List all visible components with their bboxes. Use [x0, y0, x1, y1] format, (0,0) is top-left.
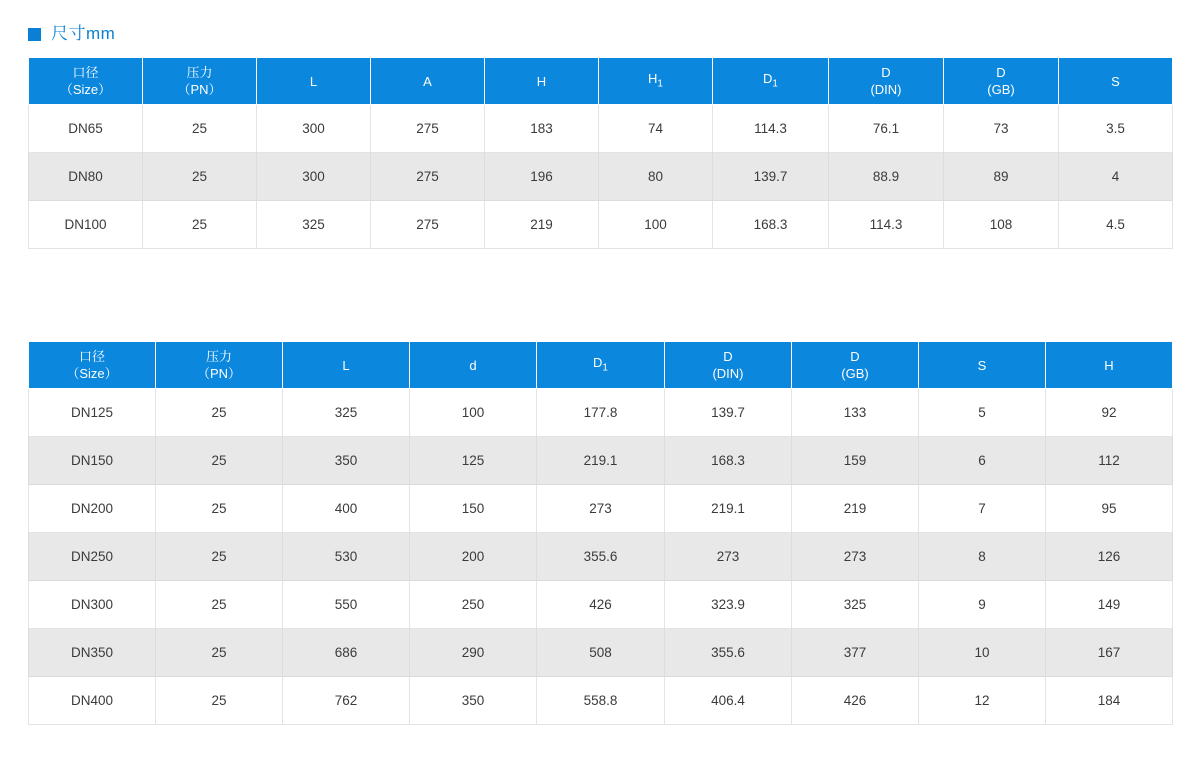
table-row-cell: 167	[1046, 629, 1173, 677]
table-row-cell: 133	[792, 389, 919, 437]
table-row-cell: 558.8	[537, 677, 665, 725]
table-row-cell: 183	[485, 105, 599, 153]
header-line-primary: D	[996, 65, 1006, 80]
table-row-cell: 25	[143, 201, 257, 249]
table1-header-cell-2	[257, 58, 371, 105]
table-row-cell: 406.4	[665, 677, 792, 725]
table-row-cell: 112	[1046, 437, 1173, 485]
table-row-cell: 114.3	[713, 105, 829, 153]
header-line-primary: D	[850, 349, 860, 364]
table-row-cell: 184	[1046, 677, 1173, 725]
table-row-cell: 3.5	[1059, 105, 1173, 153]
table-row-cell: 114.3	[829, 201, 944, 249]
header-line-primary: A	[423, 73, 432, 89]
table-row-cell: 177.8	[537, 389, 665, 437]
table-row-cell: 325	[283, 389, 410, 437]
header-line-primary: H	[536, 73, 547, 89]
table2-header-cell-7	[919, 342, 1046, 389]
table2-body	[29, 389, 1173, 725]
table-row-cell: 76.1	[829, 105, 944, 153]
header-subscript: 1	[772, 78, 778, 90]
header-line-primary: L	[309, 73, 318, 89]
header-line-primary: 压力	[186, 65, 213, 80]
table-row-cell: 25	[143, 105, 257, 153]
dimension-table-small-sizes	[28, 57, 1173, 249]
table-row-size-cell: DN65	[29, 105, 143, 153]
table-row-cell: 200	[410, 533, 537, 581]
table-row-cell: 219	[485, 201, 599, 249]
table-row-cell: 273	[537, 485, 665, 533]
table-row-size-cell: DN150	[29, 437, 156, 485]
table-row-cell: 426	[537, 581, 665, 629]
table-row-cell: 139.7	[713, 153, 829, 201]
table-row-cell: 762	[283, 677, 410, 725]
square-bullet-icon	[28, 28, 41, 41]
table-row	[29, 437, 1173, 485]
header-line-primary: 压力	[205, 349, 232, 364]
header-line-primary: $H_1$	[648, 70, 663, 90]
table2-header-cell-5	[665, 342, 792, 389]
table2-header-row	[29, 342, 1173, 389]
table-row-cell: 159	[792, 437, 919, 485]
table-row-cell: 139.7	[665, 389, 792, 437]
table-row	[29, 153, 1173, 201]
table1-header-cell-4	[485, 58, 599, 105]
table-row-cell: 6	[919, 437, 1046, 485]
table-row-size-cell: DN80	[29, 153, 143, 201]
header-line-primary: H	[1104, 357, 1114, 373]
table-row-size-cell: DN100	[29, 201, 143, 249]
table2-header-cell-6	[792, 342, 919, 389]
table-row-cell: 323.9	[665, 581, 792, 629]
table-row-cell: 275	[371, 201, 485, 249]
table-row-size-cell: DN125	[29, 389, 156, 437]
table-row-cell: 250	[410, 581, 537, 629]
table-row-cell: 426	[792, 677, 919, 725]
table-row	[29, 677, 1173, 725]
header-line-primary: D	[881, 65, 891, 80]
table2-header-cell-8	[1046, 342, 1173, 389]
table-row-cell: 219.1	[665, 485, 792, 533]
header-line-primary: 口径	[78, 349, 105, 364]
table2-header-cell-3	[410, 342, 537, 389]
table-row-cell: 290	[410, 629, 537, 677]
table-row	[29, 485, 1173, 533]
table1-header-row	[29, 58, 1173, 105]
header-subscript: 1	[602, 362, 608, 374]
table2-header-cell-2	[283, 342, 410, 389]
table-row-cell: 108	[944, 201, 1059, 249]
header-line-primary: S	[977, 357, 987, 373]
table-row-cell: 25	[156, 581, 283, 629]
table-row-cell: 8	[919, 533, 1046, 581]
table-row-cell: 95	[1046, 485, 1173, 533]
section-title	[28, 24, 115, 44]
table-row	[29, 201, 1173, 249]
table-row-size-cell: DN400	[29, 677, 156, 725]
table-row-cell: 325	[792, 581, 919, 629]
table-row-cell: 300	[257, 153, 371, 201]
table-row-cell: 219	[792, 485, 919, 533]
table-row-cell: 73	[944, 105, 1059, 153]
table-row-cell: 168.3	[713, 201, 829, 249]
table2-header-cell-0	[29, 342, 156, 389]
table-row-cell: 10	[919, 629, 1046, 677]
header-line-secondary: (DIN)	[712, 366, 744, 381]
table1-header-cell-1	[143, 58, 257, 105]
table-row-cell: 25	[156, 629, 283, 677]
table-row-cell: 4	[1059, 153, 1173, 201]
table-row-cell: 25	[156, 533, 283, 581]
table-row-cell: 325	[257, 201, 371, 249]
table-row	[29, 629, 1173, 677]
table-row-cell: 275	[371, 153, 485, 201]
header-line-secondary: （Size）	[59, 82, 112, 97]
table-row-cell: 92	[1046, 389, 1173, 437]
table-row	[29, 105, 1173, 153]
table-row-size-cell: DN200	[29, 485, 156, 533]
table-row-size-cell: DN300	[29, 581, 156, 629]
table-row-cell: 9	[919, 581, 1046, 629]
table-row-cell: 275	[371, 105, 485, 153]
table-row	[29, 581, 1173, 629]
table-row-size-cell: DN250	[29, 533, 156, 581]
table-row-cell: 25	[143, 153, 257, 201]
table-row-cell: 530	[283, 533, 410, 581]
header-subscript: 1	[657, 78, 663, 90]
table-row-cell: 300	[257, 105, 371, 153]
table2-header-cell-4	[537, 342, 665, 389]
header-line-secondary: (GB)	[987, 82, 1015, 97]
table1-header-cell-8	[944, 58, 1059, 105]
table-row-cell: 273	[665, 533, 792, 581]
table2-header-cell-1	[156, 342, 283, 389]
table1-header	[29, 58, 1173, 105]
section-title-label: 尺寸mm	[51, 24, 116, 43]
header-line-primary: L	[342, 357, 350, 373]
table-row-cell: 25	[156, 485, 283, 533]
table-row-cell: 150	[410, 485, 537, 533]
table-row-cell: 686	[283, 629, 410, 677]
table-row-cell: 400	[283, 485, 410, 533]
table-row-cell: 25	[156, 677, 283, 725]
table-row-cell: 74	[599, 105, 713, 153]
table-row-cell: 100	[410, 389, 537, 437]
table-row-cell: 80	[599, 153, 713, 201]
table-row-cell: 12	[919, 677, 1046, 725]
table-row-cell: 219.1	[537, 437, 665, 485]
table-row-cell: 125	[410, 437, 537, 485]
table-row-cell: 100	[599, 201, 713, 249]
table-row-cell: 88.9	[829, 153, 944, 201]
header-line-secondary: (GB)	[841, 366, 869, 381]
header-line-secondary: （PN）	[177, 82, 222, 97]
header-line-primary: S	[1111, 73, 1120, 89]
table2-header	[29, 342, 1173, 389]
header-line-primary: D	[723, 349, 733, 364]
table-row-cell: 4.5	[1059, 201, 1173, 249]
table-row-cell: 196	[485, 153, 599, 201]
table-row-cell: 168.3	[665, 437, 792, 485]
table-row-cell: 350	[410, 677, 537, 725]
table1-header-cell-5	[599, 58, 713, 105]
table1-header-cell-9	[1059, 58, 1173, 105]
table-row-cell: 5	[919, 389, 1046, 437]
table-row-size-cell: DN350	[29, 629, 156, 677]
table-row	[29, 389, 1173, 437]
table-row-cell: 273	[792, 533, 919, 581]
table-row-cell: 550	[283, 581, 410, 629]
table-row-cell: 7	[919, 485, 1046, 533]
header-line-primary: $D_1$	[763, 70, 778, 90]
table-row-cell: 25	[156, 437, 283, 485]
table1-header-cell-3	[371, 58, 485, 105]
table-row-cell: 126	[1046, 533, 1173, 581]
header-line-secondary: （PN）	[196, 366, 242, 381]
table1-header-cell-0	[29, 58, 143, 105]
table-row-cell: 377	[792, 629, 919, 677]
table-row-cell: 350	[283, 437, 410, 485]
table-row-cell: 25	[156, 389, 283, 437]
header-line-secondary: (DIN)	[870, 82, 902, 97]
table-row-cell: 508	[537, 629, 665, 677]
table-row-cell: 355.6	[537, 533, 665, 581]
table-row-cell: 355.6	[665, 629, 792, 677]
header-line-primary: $D_1$	[593, 354, 608, 374]
table1-body	[29, 105, 1173, 249]
dimension-table-large-sizes	[28, 341, 1173, 725]
table1-header-cell-6	[713, 58, 829, 105]
header-line-primary: 口径	[72, 65, 99, 80]
header-line-primary: d	[469, 357, 477, 373]
header-line-secondary: （Size）	[66, 366, 118, 381]
table1-header-cell-7	[829, 58, 944, 105]
table-row-cell: 89	[944, 153, 1059, 201]
table-row-cell: 149	[1046, 581, 1173, 629]
table-row	[29, 533, 1173, 581]
